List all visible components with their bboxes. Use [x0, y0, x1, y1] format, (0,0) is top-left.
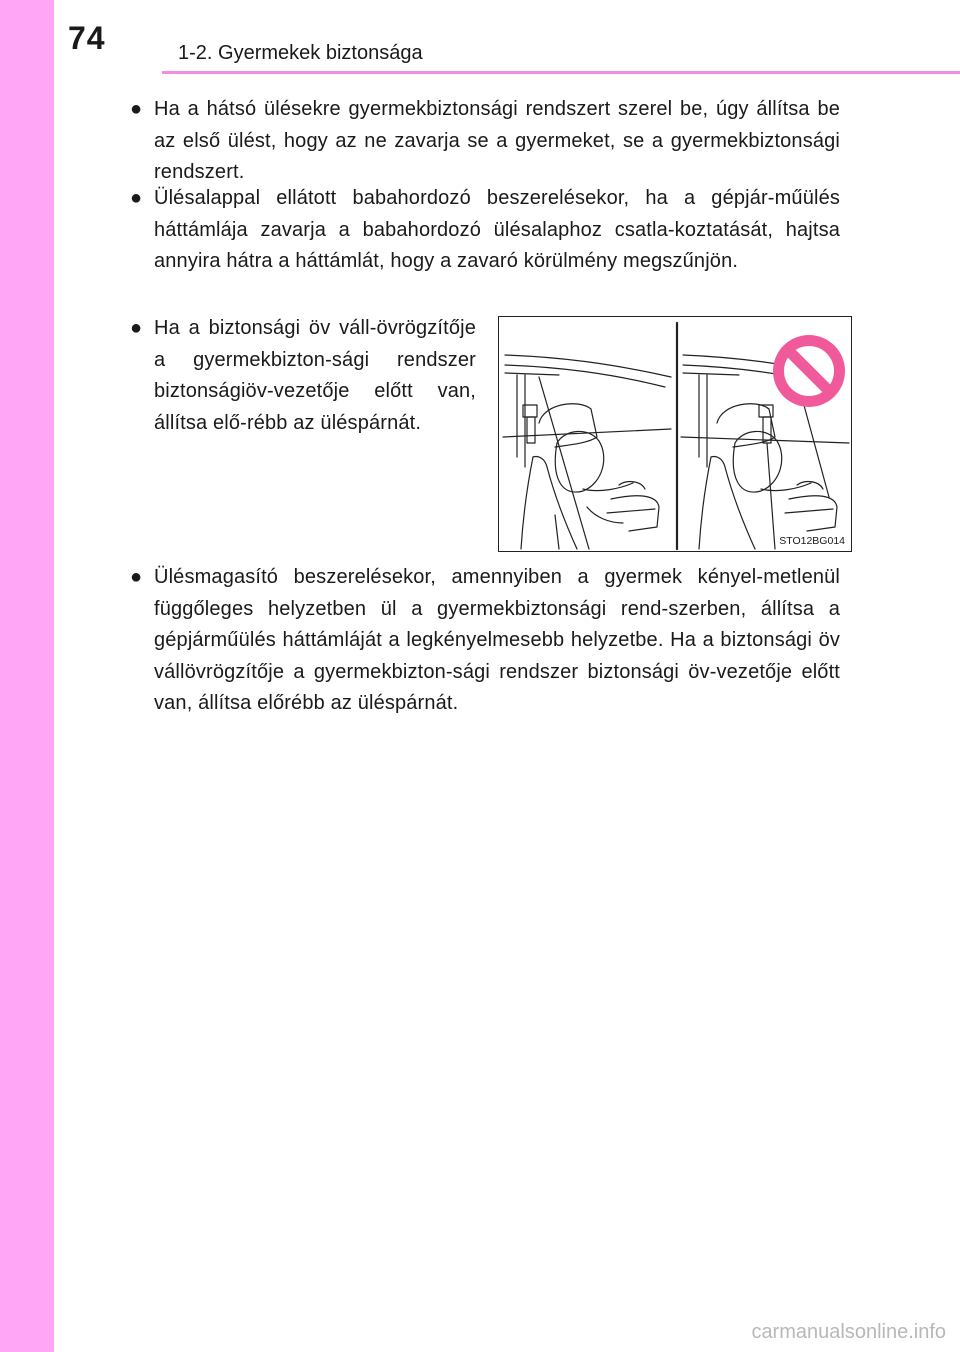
bullet-dot-icon: ●: [130, 98, 143, 120]
bullet-text: Ülésmagasító beszerelésekor, amennyiben a gyermek kényel-metlenül függőleges helyzetben ül a gyermekbiztonsági rend-szerben, állítsa a gépjárműülés háttámláját a legkényelmesebb helyzetbe. Ha a biztonsági öv vállövrögzítője a gyermekbizton-sági rendszer biztonsági öv-vezetője előtt van, állítsa előrébb az üléspárnát.: [154, 566, 840, 714]
header-rule: [162, 71, 960, 74]
child-seat-drawing: [499, 317, 852, 552]
bullet-text: Ha a biztonsági öv váll-övrögzítője a gyermekbizton-sági rendszer biztonságiöv-vezetője előtt van, állítsa elő-rébb az üléspárnát.: [154, 317, 476, 434]
bullet-item-3: [130, 313, 476, 439]
figure-code: STO12BG014: [779, 535, 845, 547]
bullet-dot-icon: ●: [130, 317, 143, 339]
bullet-item-1: [130, 94, 840, 189]
page-number: 74: [68, 20, 106, 56]
bullet-item-4: [130, 562, 840, 720]
chapter-side-strip: [0, 0, 54, 1352]
bullet-item-2: [130, 183, 840, 278]
bullet-text: Ülésalappal ellátott babahordozó beszerelésekor, ha a gépjár-műülés háttámlája zavarja a babahordozó ülésalaphoz csatla-koztatását, hajtsa annyira hátra a háttámlát, hogy a zavaró körülmény megszűnjön.: [154, 187, 840, 272]
chapter-title: 1-2. Gyermekek biztonsága: [178, 42, 423, 64]
child-seat-illustration: [498, 316, 852, 552]
bullet-dot-icon: ●: [130, 187, 143, 209]
watermark: carmanualsonline.info: [751, 1321, 946, 1343]
prohibition-sign-icon: [773, 335, 845, 407]
bullet-dot-icon: ●: [130, 566, 143, 588]
bullet-text: Ha a hátsó ülésekre gyermekbiztonsági rendszert szerel be, úgy állítsa be az első ülést, hogy az ne zavarja se a gyermeket, se a gyermekbiztonsági rendszert.: [154, 98, 840, 183]
